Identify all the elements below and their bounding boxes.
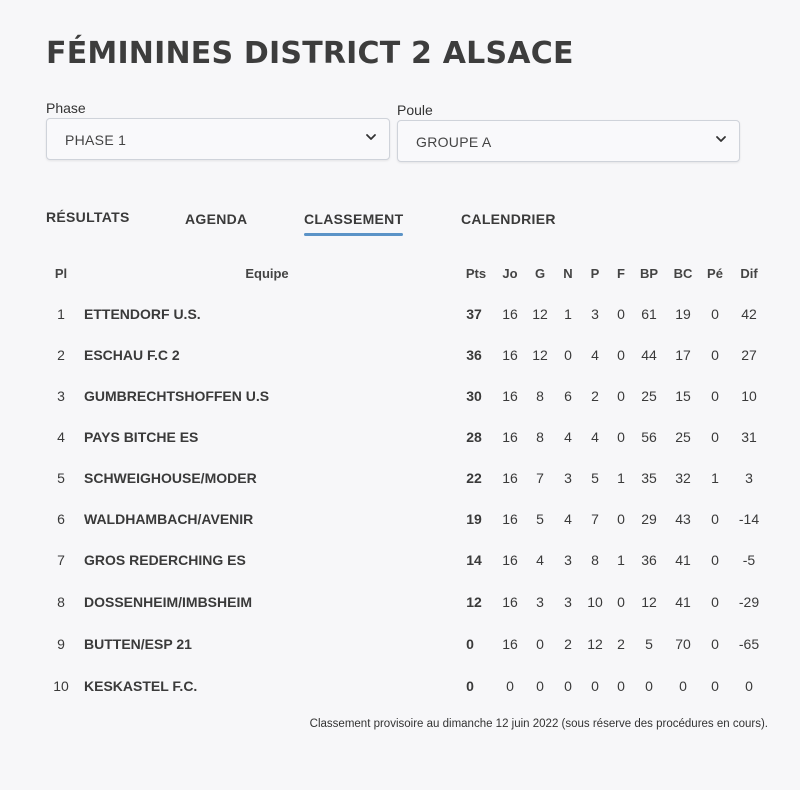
cell-g: 12: [532, 306, 548, 322]
cell-f: 0: [617, 306, 625, 322]
cell-f: 0: [617, 347, 625, 363]
cell-bp: 36: [641, 552, 657, 568]
col-pl: Pl: [54, 266, 68, 281]
cell-f: 0: [617, 594, 625, 610]
cell-pts: 14: [466, 552, 482, 568]
cell-p: 12: [587, 636, 603, 652]
chevron-down-icon: [713, 131, 729, 147]
cell-pl: 4: [57, 429, 65, 445]
phase-select-value: PHASE 1: [65, 132, 127, 148]
cell-bp: 12: [641, 594, 657, 610]
cell-p: 3: [591, 306, 599, 322]
col-bc: BC: [673, 266, 693, 281]
cell-jo: 16: [502, 388, 518, 404]
cell-pe: 1: [711, 470, 719, 486]
cell-p: 7: [591, 511, 599, 527]
cell-bc: 43: [675, 511, 691, 527]
cell-jo: 16: [502, 636, 518, 652]
cell-g: 12: [532, 347, 548, 363]
cell-g: 7: [536, 470, 544, 486]
cell-jo: 16: [502, 347, 518, 363]
poule-select-value: GROUPE A: [416, 134, 492, 150]
tab-classement[interactable]: CLASSEMENT: [304, 211, 404, 227]
cell-pts: 0: [466, 636, 474, 652]
cell-pl: 6: [57, 511, 65, 527]
cell-p: 10: [587, 594, 603, 610]
cell-pe: 0: [711, 347, 719, 363]
cell-dif: 0: [745, 678, 753, 694]
cell-pts: 37: [466, 306, 482, 322]
cell-jo: 0: [506, 678, 514, 694]
cell-bc: 41: [675, 594, 691, 610]
cell-pts: 19: [466, 511, 482, 527]
table-row: [0, 594, 800, 618]
cell-pl: 9: [57, 636, 65, 652]
tab-resultats[interactable]: RÉSULTATS: [46, 209, 130, 225]
cell-team: BUTTEN/ESP 21: [84, 636, 192, 652]
cell-bc: 25: [675, 429, 691, 445]
cell-bc: 15: [675, 388, 691, 404]
cell-pts: 0: [466, 678, 474, 694]
cell-n: 1: [564, 306, 572, 322]
cell-pl: 5: [57, 470, 65, 486]
cell-team: GUMBRECHTSHOFFEN U.S: [84, 388, 270, 404]
cell-team: GROS REDERCHING ES: [84, 552, 246, 568]
col-n: N: [563, 266, 573, 281]
cell-n: 4: [564, 511, 572, 527]
cell-f: 0: [617, 388, 625, 404]
col-pts: Pts: [465, 266, 487, 281]
cell-pts: 28: [466, 429, 482, 445]
cell-f: 0: [617, 429, 625, 445]
table-row: [0, 636, 800, 660]
cell-g: 4: [536, 552, 544, 568]
cell-pe: 0: [711, 552, 719, 568]
cell-pl: 3: [57, 388, 65, 404]
cell-dif: 10: [741, 388, 757, 404]
cell-dif: -5: [742, 552, 756, 568]
tab-calendrier[interactable]: CALENDRIER: [461, 211, 556, 227]
cell-bp: 61: [641, 306, 657, 322]
table-row: [0, 678, 800, 702]
col-g: G: [534, 266, 546, 281]
cell-bc: 0: [679, 678, 687, 694]
cell-pl: 1: [57, 306, 65, 322]
cell-bc: 32: [675, 470, 691, 486]
cell-bp: 35: [641, 470, 657, 486]
cell-dif: 42: [741, 306, 757, 322]
cell-dif: -65: [738, 636, 760, 652]
cell-g: 3: [536, 594, 544, 610]
cell-jo: 16: [502, 594, 518, 610]
cell-n: 3: [564, 552, 572, 568]
cell-team: ETTENDORF U.S.: [84, 306, 201, 322]
cell-bp: 44: [641, 347, 657, 363]
cell-f: 2: [617, 636, 625, 652]
cell-team: SCHWEIGHOUSE/MODER: [84, 470, 257, 486]
cell-pl: 2: [57, 347, 65, 363]
cell-jo: 16: [502, 470, 518, 486]
poule-select[interactable]: [397, 120, 740, 162]
tab-agenda[interactable]: AGENDA: [185, 211, 248, 227]
tab-bar: [0, 211, 800, 241]
cell-g: 8: [536, 388, 544, 404]
cell-pe: 0: [711, 429, 719, 445]
col-f: F: [617, 266, 625, 281]
cell-pe: 0: [711, 594, 719, 610]
cell-pl: 8: [57, 594, 65, 610]
cell-bp: 56: [641, 429, 657, 445]
cell-g: 0: [536, 678, 544, 694]
cell-n: 4: [564, 429, 572, 445]
cell-p: 0: [591, 678, 599, 694]
cell-jo: 16: [502, 306, 518, 322]
page-title: FÉMININES DISTRICT 2 ALSACE: [46, 36, 574, 71]
cell-pe: 0: [711, 306, 719, 322]
cell-p: 2: [591, 388, 599, 404]
col-team: Equipe: [245, 266, 289, 281]
cell-bp: 25: [641, 388, 657, 404]
cell-pl: 10: [53, 678, 69, 694]
phase-select[interactable]: [46, 118, 390, 160]
cell-bp: 29: [641, 511, 657, 527]
cell-team: WALDHAMBACH/AVENIR: [84, 511, 254, 527]
cell-bp: 0: [645, 678, 653, 694]
cell-f: 0: [617, 511, 625, 527]
cell-f: 1: [617, 470, 625, 486]
table-row: [0, 388, 800, 412]
cell-dif: 3: [745, 470, 753, 486]
cell-n: 2: [564, 636, 572, 652]
cell-pe: 0: [711, 511, 719, 527]
cell-jo: 16: [502, 511, 518, 527]
cell-pe: 0: [711, 388, 719, 404]
cell-team: ESCHAU F.C 2: [84, 347, 180, 363]
cell-dif: 27: [741, 347, 757, 363]
table-row: [0, 429, 800, 453]
cell-n: 3: [564, 594, 572, 610]
cell-p: 5: [591, 470, 599, 486]
table-row: [0, 511, 800, 535]
cell-pe: 0: [711, 636, 719, 652]
col-jo: Jo: [502, 266, 518, 281]
cell-p: 8: [591, 552, 599, 568]
cell-pl: 7: [57, 552, 65, 568]
poule-label: Poule: [397, 102, 433, 118]
cell-g: 0: [536, 636, 544, 652]
cell-n: 3: [564, 470, 572, 486]
table-row: [0, 347, 800, 371]
cell-pe: 0: [711, 678, 719, 694]
col-p: P: [590, 266, 600, 281]
cell-p: 4: [591, 347, 599, 363]
table-row: [0, 306, 800, 330]
cell-pts: 12: [466, 594, 482, 610]
cell-n: 0: [564, 347, 572, 363]
cell-n: 6: [564, 388, 572, 404]
phase-label: Phase: [46, 100, 86, 116]
chevron-down-icon: [363, 129, 379, 145]
cell-bc: 19: [675, 306, 691, 322]
table-row: [0, 552, 800, 576]
cell-bc: 41: [675, 552, 691, 568]
cell-bp: 5: [645, 636, 653, 652]
cell-dif: -14: [738, 511, 760, 527]
table-row: [0, 470, 800, 494]
cell-dif: 31: [741, 429, 757, 445]
cell-jo: 16: [502, 429, 518, 445]
cell-team: KESKASTEL F.C.: [84, 678, 198, 694]
cell-n: 0: [564, 678, 572, 694]
cell-pts: 36: [466, 347, 482, 363]
footnote: Classement provisoire au dimanche 12 juin 2022 (sous réserve des procédures en cours).: [309, 718, 768, 730]
cell-team: PAYS BITCHE ES: [84, 429, 199, 445]
cell-bc: 17: [675, 347, 691, 363]
cell-jo: 16: [502, 552, 518, 568]
col-dif: Dif: [740, 266, 758, 281]
cell-bc: 70: [675, 636, 691, 652]
cell-pts: 22: [466, 470, 482, 486]
cell-g: 8: [536, 429, 544, 445]
cell-f: 1: [617, 552, 625, 568]
cell-g: 5: [536, 511, 544, 527]
cell-team: DOSSENHEIM/IMBSHEIM: [84, 594, 253, 610]
cell-dif: -29: [738, 594, 760, 610]
cell-pts: 30: [466, 388, 482, 404]
col-bp: BP: [639, 266, 659, 281]
table-header: [0, 266, 800, 286]
col-pe: Pé: [707, 266, 723, 281]
cell-p: 4: [591, 429, 599, 445]
cell-f: 0: [617, 678, 625, 694]
